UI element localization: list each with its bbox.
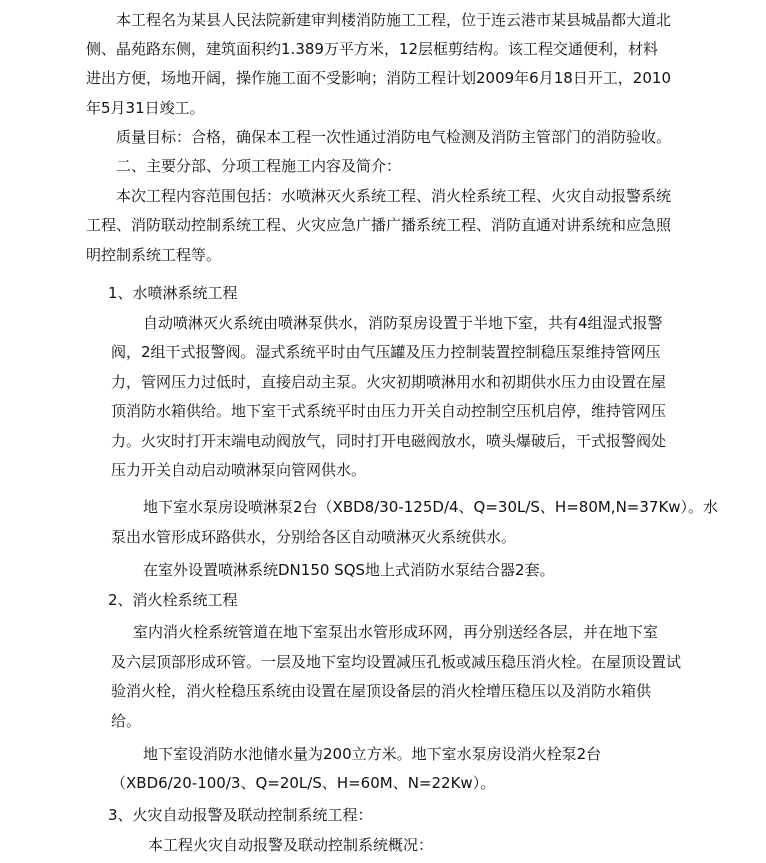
subsection-heading: 1、水喷淋系统工程 (108, 284, 238, 302)
paragraph-line: 力。火灾时打开末端电动阀放气，同时打开电磁阀放水，喷头爆破后，干式报警阀处 (111, 432, 667, 450)
subsection-heading: 3、火灾自动报警及联动控制系统工程： (108, 806, 373, 824)
paragraph-line: 进出方便，场地开阔，操作施工面不受影响；消防工程计划2009年6月18日开工，2010 (86, 69, 671, 87)
paragraph-line: 及六层顶部形成环管。一层及地下室均设置减压孔板或减压稳压消火栓。在屋顶设置试 (111, 653, 682, 671)
paragraph-line: 本工程名为某县人民法院新建审判楼消防施工工程，位于连云港市某县城晶都大道北 (116, 11, 672, 29)
paragraph-line: 泵出水管形成环路供水，分别给各区自动喷淋灭火系统供水。 (111, 528, 517, 546)
paragraph-line: 地下室水泵房设喷淋泵2台（XBD8/30-125D/4、Q=30L/S、H=80M,N=37Kw）。水 (143, 498, 719, 516)
paragraph-line: 侧、晶苑路东侧，建筑面积约1.389万平方米，12层框剪结构。该工程交通便利，材料 (86, 40, 659, 58)
paragraph-line: 明控制系统工程等。 (86, 246, 222, 264)
paragraph-line: 地下室设消防水池储水量为200立方米。地下室水泵房设消火栓泵2台 (143, 745, 602, 763)
paragraph-line: 在室外设置喷淋系统DN150 SQS地上式消防水泵结合器2套。 (143, 561, 555, 579)
paragraph-line: （XBD6/20-100/3、Q=20L/S、H=60M、N=22Kw）。 (111, 774, 496, 792)
paragraph-line: 室内消火栓系统管道在地下室泵出水管形成环网，再分别送经各层，并在地下室 (133, 623, 659, 641)
paragraph-line: 工程、消防联动控制系统工程、火灾应急广播广播系统工程、消防直通对讲系统和应急照 (86, 216, 672, 234)
paragraph-line: 本次工程内容范围包括：水喷淋灭火系统工程、消火栓系统工程、火灾自动报警系统 (116, 187, 672, 205)
paragraph-line: 顶消防水箱供给。地下室干式系统平时由压力开关自动控制空压机启停，维持管网压 (111, 402, 667, 420)
section-heading: 二、主要分部、分项工程施工内容及简介： (116, 157, 402, 175)
paragraph-line: 力，管网压力过低时，直接启动主泵。火灾初期喷淋用水和初期供水压力由设置在屋 (111, 373, 667, 391)
paragraph-line: 本工程火灾自动报警及联动控制系统概况： (148, 836, 434, 854)
paragraph-line: 压力开关自动启动喷淋泵向管网供水。 (111, 461, 367, 479)
subsection-heading: 2、消火栓系统工程 (108, 591, 238, 609)
paragraph-line: 质量目标：合格，确保本工程一次性通过消防电气检测及消防主管部门的消防验收。 (116, 128, 672, 146)
paragraph-line: 验消火栓，消火栓稳压系统由设置在屋顶设备层的消火栓增压稳压以及消防水箱供 (111, 682, 652, 700)
paragraph-line: 给。 (111, 712, 142, 730)
paragraph-line: 自动喷淋灭火系统由喷淋泵供水，消防泵房设置于半地下室，共有4组湿式报警 (143, 314, 663, 332)
paragraph-line: 阀，2组干式报警阀。湿式系统平时由气压罐及压力控制装置控制稳压泵维持管网压 (111, 343, 661, 361)
paragraph-line: 年5月31日竣工。 (86, 99, 205, 117)
